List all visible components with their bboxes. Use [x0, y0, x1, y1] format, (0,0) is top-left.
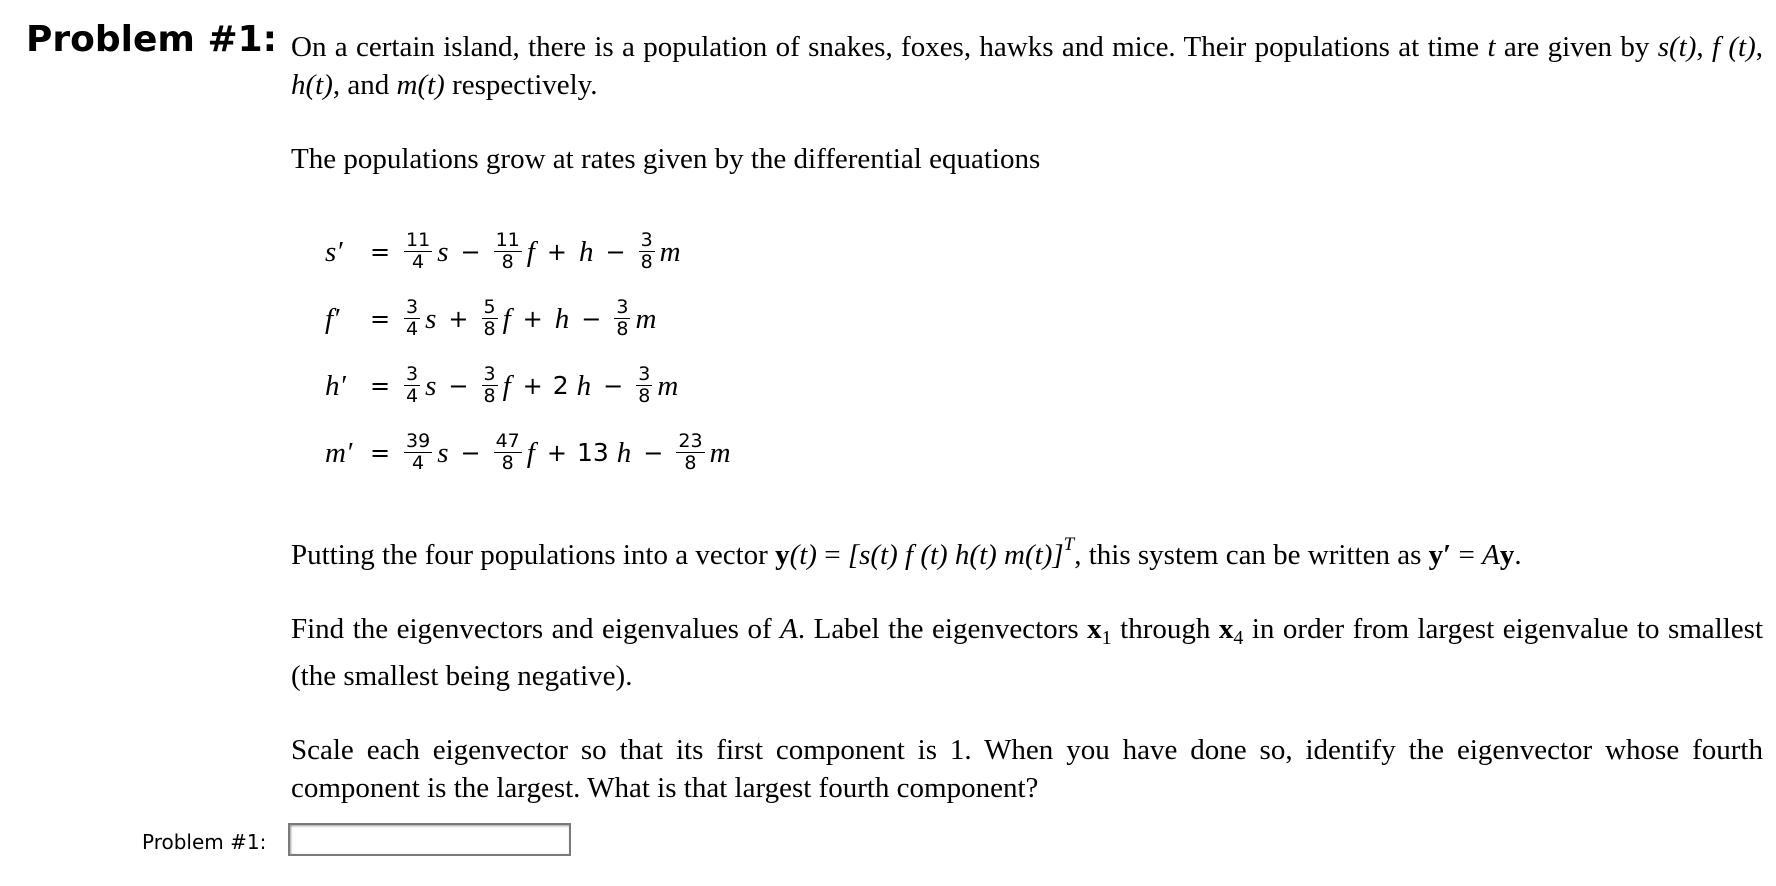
rates-paragraph: The populations grow at rates given by the differential equations — [291, 143, 1041, 175]
eq-lhs: m′ — [325, 436, 353, 469]
answer-label: Problem #1: — [142, 830, 267, 854]
fraction: $\frac{5}{8}$ — [483, 296, 496, 340]
fraction: $\frac{23}{8}$ — [678, 430, 703, 474]
find-paragraph: Find the eigenvectors and eigenvalues of A. Label the eigenvectors $x_1$ through $x_4$ in order from largest eigenvalue to smallest (the smallest being negative). — [291, 613, 1764, 692]
equation-f: f′ = $\frac{3}{4}$ s + $\frac{5}{8}$ f + h − $\frac{3}{8}$ m — [325, 296, 657, 340]
eq-equals: = — [369, 371, 391, 400]
equation-h: h′ = $\frac{3}{4}$ s − $\frac{3}{8}$ f + 2 h − $\frac{3}{8}$ m — [325, 363, 679, 407]
fraction: $\frac{3}{8}$ — [483, 363, 496, 407]
problem-body — [291, 28, 1763, 807]
fraction: $\frac{3}{4}$ — [406, 363, 419, 407]
fraction: $\frac{39}{4}$ — [406, 430, 431, 474]
fraction: $\frac{3}{8}$ — [640, 229, 653, 273]
fraction: $\frac{47}{8}$ — [495, 430, 520, 474]
equation-s: s′ = $\frac{11}{4}$ s − $\frac{11}{8}$ f + h − $\frac{3}{8}$ m — [325, 229, 681, 273]
equation-system — [325, 218, 1763, 486]
fraction: $\frac{3}{4}$ — [406, 296, 419, 340]
intro-paragraph: On a certain island, there is a population of snakes, foxes, hawks and mice. Their populations at time t are given by s(t), f (t), h(t), and m(t) respectively. — [291, 31, 1763, 101]
equation-m: m′ = $\frac{39}{4}$ s − $\frac{47}{8}$ f + 13 h − $\frac{23}{8}$ m — [325, 430, 731, 474]
problem-heading: Problem #1: — [26, 19, 278, 60]
fraction: $\frac{11}{4}$ — [406, 229, 431, 273]
vector-paragraph: Putting the four populations into a vector y(t) = [s(t) f (t) h(t) m(t)]$^T$, this system can be written as y′ = Ay. — [291, 534, 1522, 571]
eq-lhs: f′ — [325, 302, 340, 335]
eq-lhs: s′ — [325, 235, 343, 268]
fraction: $\frac{11}{8}$ — [495, 229, 520, 273]
fraction: $\frac{3}{8}$ — [638, 363, 651, 407]
eq-equals: = — [369, 237, 391, 266]
scale-paragraph: Scale each eigenvector so that its first component is 1. When you have done so, identify the eigenvector whose fourth component is the largest. What is that largest fourth component? — [291, 734, 1763, 804]
eq-lhs: h′ — [325, 369, 346, 402]
answer-input[interactable] — [288, 823, 571, 856]
eq-equals: = — [369, 304, 391, 333]
fraction: $\frac{3}{8}$ — [616, 296, 629, 340]
eq-equals: = — [369, 438, 391, 467]
